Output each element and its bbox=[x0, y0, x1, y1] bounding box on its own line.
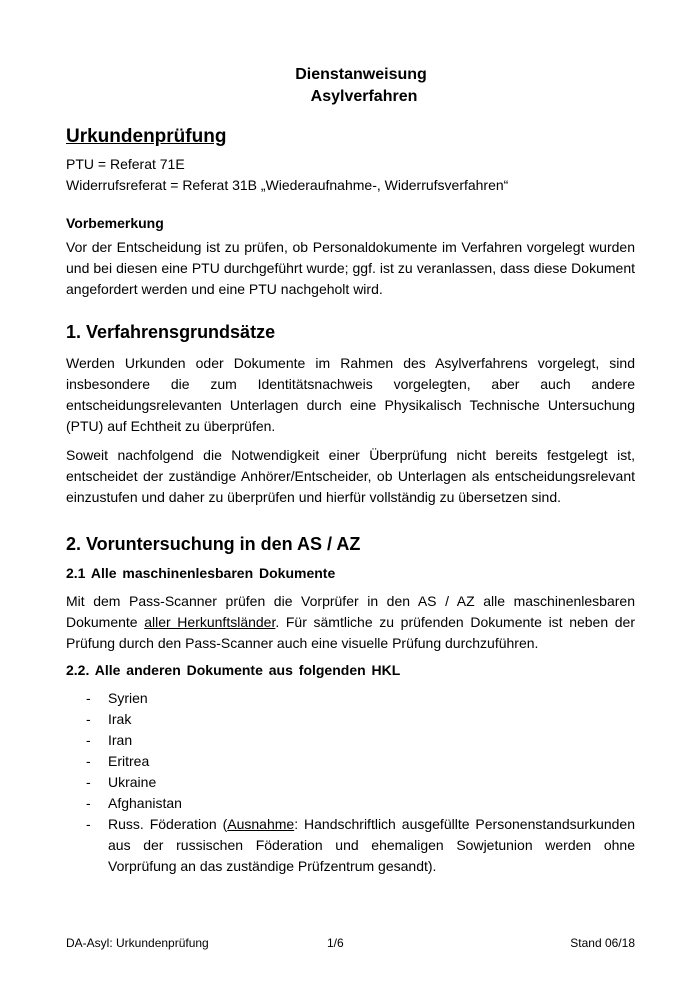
heading-section-1: 1. Verfahrensgrundsätze bbox=[66, 322, 276, 342]
dash-bullet: - bbox=[86, 753, 91, 769]
section-1-paragraph-2: Soweit nachfolgend die Notwendigkeit einer Überprüfung nicht bereits festgelegt ist, entscheidet der zuständige Anhörer/Entscheider, ob Unterlagen als entscheidungsrelevant einzustufen und daher zu überprüfen und hierfür vollständig zu übersetzen sind. bbox=[66, 447, 635, 505]
dash-bullet: - bbox=[86, 816, 91, 832]
footer-version: Stand 06/18 bbox=[570, 936, 635, 950]
country-eritrea: Eritrea bbox=[108, 753, 150, 769]
country-irak: Irak bbox=[108, 711, 132, 727]
document-title: Dienstanweisung bbox=[295, 66, 427, 83]
dash-bullet: - bbox=[86, 690, 91, 706]
section-2-1-paragraph bbox=[66, 591, 635, 654]
heading-section-2-2: 2.2. Alle anderen Dokumente aus folgenden HKL bbox=[66, 662, 401, 678]
dash-bullet: - bbox=[86, 711, 91, 727]
list-item bbox=[86, 688, 635, 709]
heading-section-2-1: 2.1 Alle maschinenlesbaren Dokumente bbox=[66, 565, 336, 581]
document-body bbox=[66, 126, 635, 877]
country-syrien: Syrien bbox=[108, 690, 148, 706]
dash-bullet: - bbox=[86, 732, 91, 748]
ptu-referat-line: PTU = Referat 71E bbox=[66, 156, 185, 172]
heading-vorbemerkung: Vorbemerkung bbox=[66, 215, 164, 231]
heading-section-2: 2. Voruntersuchung in den AS / AZ bbox=[66, 534, 361, 554]
section-2-1-text-before: Mit dem Pass-Scanner prüfen die Vorprüfer in den AS / AZ alle maschinenlesbaren Dokumente bbox=[66, 593, 635, 630]
list-item bbox=[86, 709, 635, 730]
list-item bbox=[86, 772, 635, 793]
ausnahme-underlined: Ausnahme bbox=[227, 816, 295, 832]
list-item bbox=[86, 751, 635, 772]
list-item bbox=[86, 730, 635, 751]
country-list bbox=[66, 688, 635, 877]
section-1-paragraph-1: Werden Urkunden oder Dokumente im Rahmen des Asylverfahrens vorgelegt, sind insbesondere die zum Identitätsnachweis vorgelegten, aber auch andere entscheidungsrelevanten Unterlagen durch eine Physikalisch Technische Untersuchung (PTU) auf Echtheit zu überprüfen. bbox=[66, 355, 635, 434]
widerrufsreferat-line: Widerrufsreferat = Referat 31B „Wiederaufnahme-, Widerrufsverfahren“ bbox=[66, 177, 509, 193]
document-subtitle: Asylverfahren bbox=[310, 88, 418, 105]
section-2-1-text-underlined: aller Herkunftsländer bbox=[144, 614, 276, 630]
country-ukraine: Ukraine bbox=[108, 774, 157, 790]
footer-document-name: DA-Asyl: Urkundenprüfung bbox=[66, 936, 209, 950]
section-2-1-text-after: . Für sämtliche zu prüfenden Dokumente ist neben der Prüfung durch den Pass-Scanner auch eine visuelle Prüfung durchzuführen. bbox=[66, 614, 635, 651]
list-item bbox=[86, 793, 635, 814]
country-afghanistan: Afghanistan bbox=[108, 795, 182, 811]
country-iran: Iran bbox=[108, 732, 133, 748]
country-russ-foederation-suffix: : Handschriftlich ausgefüllte Personenstandsurkunden aus der russischen Föderation und ehemaligen Sowjetunion werden ohne Vorprüfung an das zuständige Prüfzentrum gesandt). bbox=[108, 816, 635, 874]
dash-bullet: - bbox=[86, 774, 91, 790]
list-item bbox=[86, 814, 635, 877]
vorbemerkung-text: Vor der Entscheidung ist zu prüfen, ob Personaldokumente im Verfahren vorgelegt wurden und bei diesen eine PTU durchgeführt wurde; ggf. ist zu veranlassen, dass diese Dokument angefordert werden und eine PTU nachgeholt wird. bbox=[66, 239, 635, 297]
heading-urkundenpruefung: Urkundenprüfung bbox=[66, 126, 227, 147]
country-russ-foederation-prefix: Russ. Föderation ( bbox=[108, 816, 228, 832]
footer-page-number: 1/6 bbox=[327, 936, 344, 950]
dash-bullet: - bbox=[86, 795, 91, 811]
